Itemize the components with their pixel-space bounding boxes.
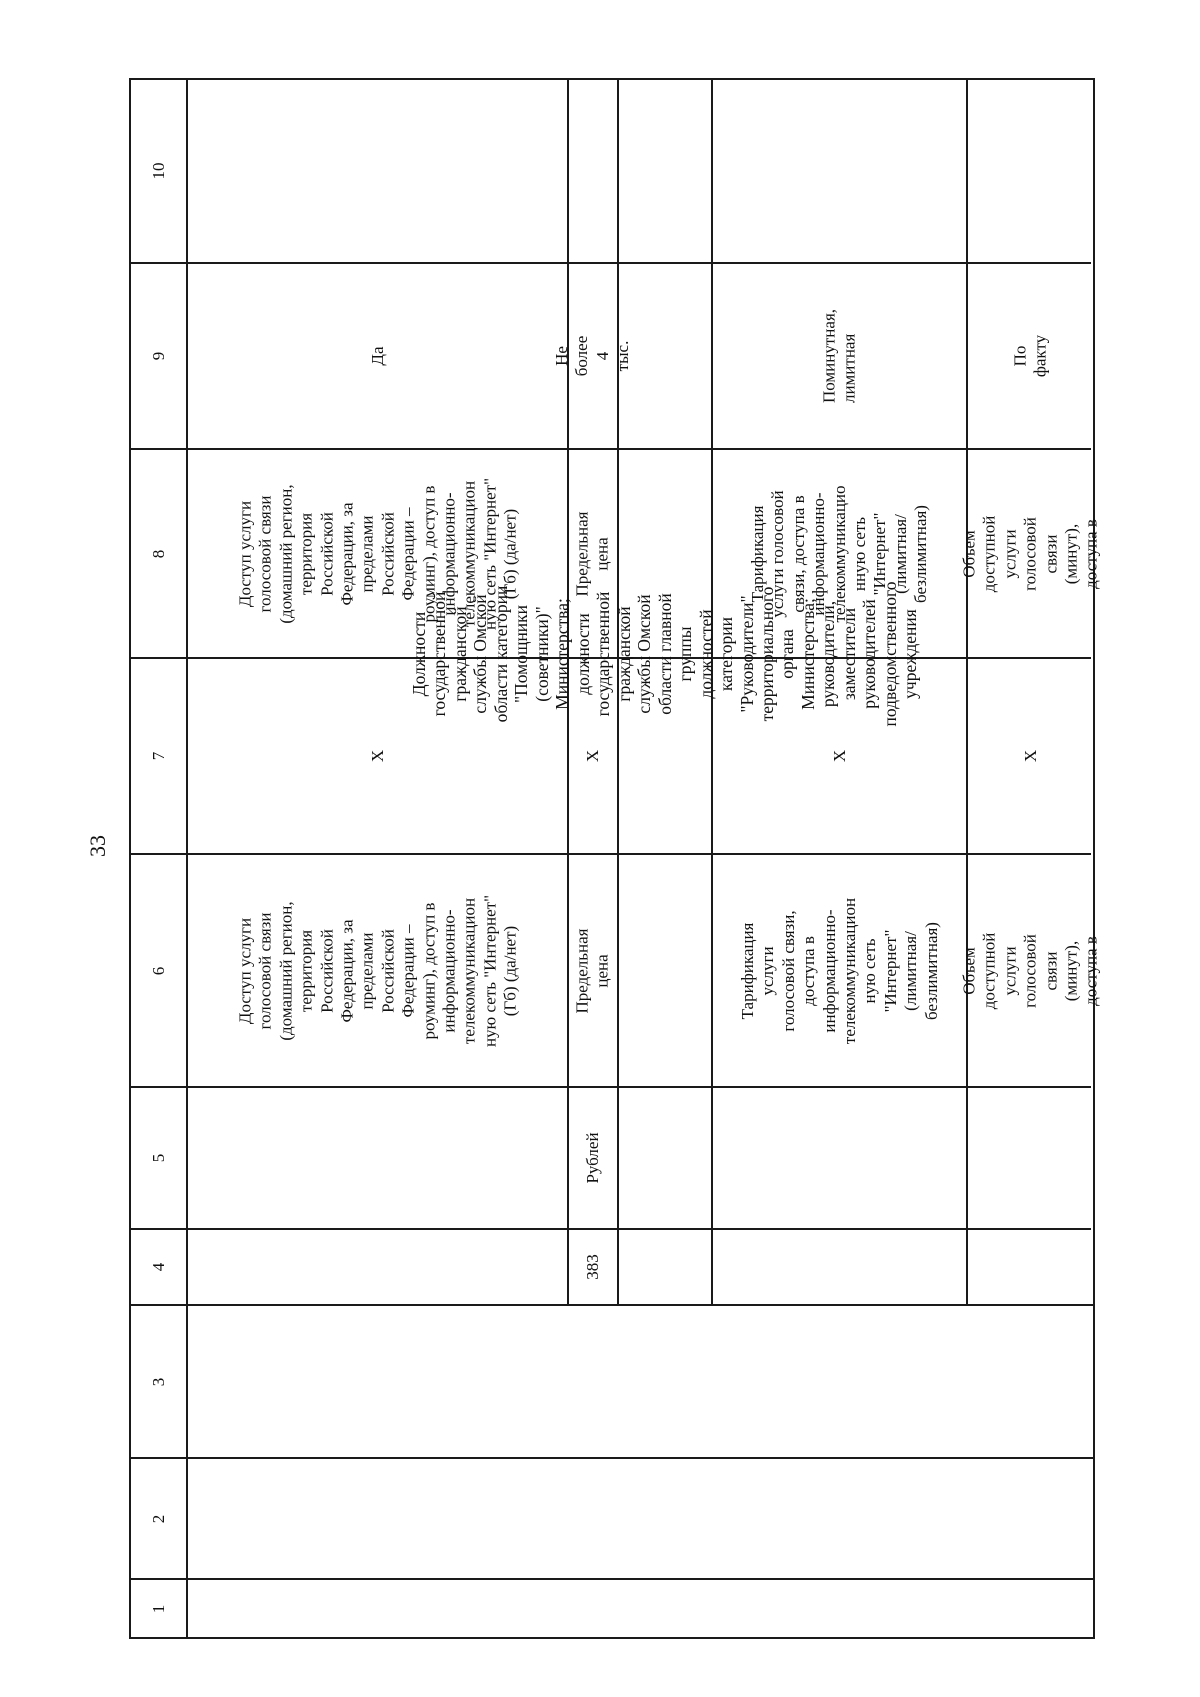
- header-cell-6: 6: [148, 966, 168, 975]
- column-divider: [129, 1457, 1095, 1459]
- price-col4-cell: 383: [582, 1254, 602, 1280]
- column-divider: [711, 1086, 1091, 1088]
- volume-col6-cell: Объем доступной услуги голосовой связи (минут), доступа в: [959, 932, 1101, 1009]
- tariff-col9-cell: Поминутная, лимитная: [819, 308, 859, 404]
- price-col6-cell: Предельная цена: [572, 928, 612, 1013]
- tariff-col7-cell: Х: [829, 749, 849, 763]
- header-cell-1: 1: [148, 1604, 168, 1613]
- page-number: 33: [85, 835, 110, 857]
- column-divider: [711, 1228, 1091, 1230]
- header-cell-9: 9: [148, 351, 168, 361]
- header-cell-8: 8: [148, 549, 168, 558]
- header-cell-4: 4: [148, 1262, 168, 1272]
- access-col6-cell: Доступ услуги голосовой связи (домашний регион, территория Российской Федерации, за пределами Российской Федерации – роуминг), доступ в информационно- телекоммуникацион ную сеть "Интернет" (Гб) (да/нет): [234, 894, 519, 1047]
- header-cell-7: 7: [148, 751, 168, 761]
- header-cell-2: 2: [148, 1514, 168, 1523]
- column-divider: [129, 1228, 749, 1230]
- table-border-top: [129, 1637, 1095, 1639]
- access-col7-cell: Х: [367, 749, 387, 763]
- header-cell-5: 5: [148, 1153, 168, 1163]
- volume-col7-cell: Х: [1020, 749, 1040, 763]
- column-divider: [129, 1578, 1095, 1580]
- price-col9-cell: Не более 4 тыс.: [552, 335, 633, 377]
- volume-col9-cell: По факту: [1010, 334, 1050, 378]
- column-divider: [129, 1304, 1095, 1306]
- price-col5-cell: Рублей: [582, 1132, 602, 1184]
- volume-col8-cell: Объем доступной услуги голосовой связи (минут), доступа в: [959, 515, 1101, 592]
- price-col7-cell: Х: [582, 749, 602, 763]
- tariff-col8-cell: Тарификация услуги голосовой связи, доступа в информационно- телекоммуникацио нную сеть "Интернет" (лимитная/ безлимитная): [747, 484, 930, 623]
- tariff-col6-cell: Тарификация услуги голосовой связи, доступа в информационно- телекоммуникацион ную сеть "Интернет" (лимитная/ безлимитная): [737, 897, 941, 1044]
- access-col9-cell: Да: [367, 346, 387, 366]
- table-border-bottom: [129, 78, 1095, 80]
- price-col8-cell: Предельная цена: [572, 511, 612, 596]
- access-col8-cell: Доступ услуги голосовой связи (домашний регион, территория Российской Федерации, за пределами Российской Федерации – роуминг), доступ в информационно- телекоммуникацион ную сеть "Интернет" (Гб) (да/нет): [234, 477, 519, 630]
- header-cell-10: 10: [148, 162, 168, 180]
- table-border-right: [1093, 78, 1095, 1639]
- header-cell-3: 3: [148, 1377, 168, 1386]
- category-text: Должности государственной гражданской службы Омской области категории "Помощники (советники)" Министерства; должности государственной гражданской службы Омской области главной группы должностей категории "Руководители" территориального органа Министерства; руководители, заместители руководителей подведомственного учреждения: [409, 581, 921, 727]
